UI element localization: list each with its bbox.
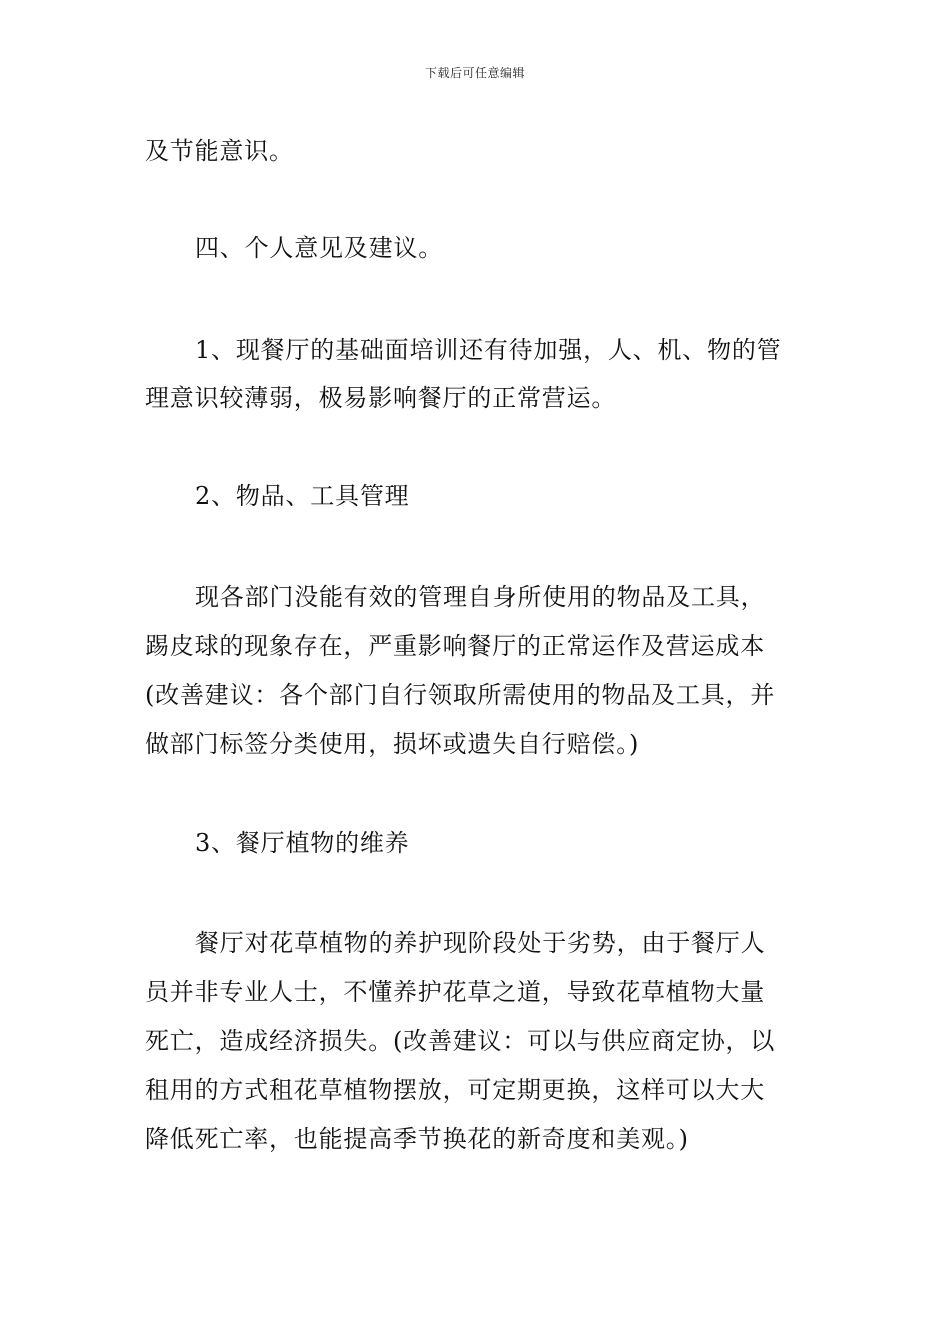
paragraph-line: 死亡，造成经济损失。(改善建议：可以与供应商定协，以 xyxy=(145,1027,776,1055)
paragraph-line: 1、现餐厅的基础面培训还有待加强，人、机、物的管 xyxy=(195,336,782,364)
paragraph-line: 员并非专业人士，不懂养护花草之道，导致花草植物大量 xyxy=(145,978,765,1006)
page-header-note: 下载后可任意编辑 xyxy=(424,66,525,80)
section-heading: 四、个人意见及建议。 xyxy=(195,234,443,262)
paragraph-line: (改善建议：各个部门自行领取所需使用的物品及工具，并 xyxy=(145,681,776,709)
paragraph-line: 理意识较薄弱，极易影响餐厅的正常营运。 xyxy=(145,384,617,412)
paragraph-line: 餐厅对花草植物的养护现阶段处于劣势，由于餐厅人 xyxy=(195,929,766,957)
paragraph-line: 做部门标签分类使用，损坏或遗失自行赔偿。) xyxy=(145,730,640,758)
paragraph-line: 降低死亡率，也能提高季节换花的新奇度和美观。) xyxy=(145,1125,689,1153)
paragraph-line: 踢皮球的现象存在，严重影响餐厅的正常运作及营运成本 xyxy=(145,632,765,660)
subheading: 2、物品、工具管理 xyxy=(195,482,410,510)
paragraph-line: 租用的方式租花草植物摆放，可定期更换，这样可以大大 xyxy=(145,1076,765,1104)
paragraph-line: 及节能意识。 xyxy=(145,137,294,165)
subheading: 3、餐厅植物的维养 xyxy=(195,829,410,857)
paragraph-line: 现各部门没能有效的管理自身所使用的物品及工具， xyxy=(195,583,766,611)
